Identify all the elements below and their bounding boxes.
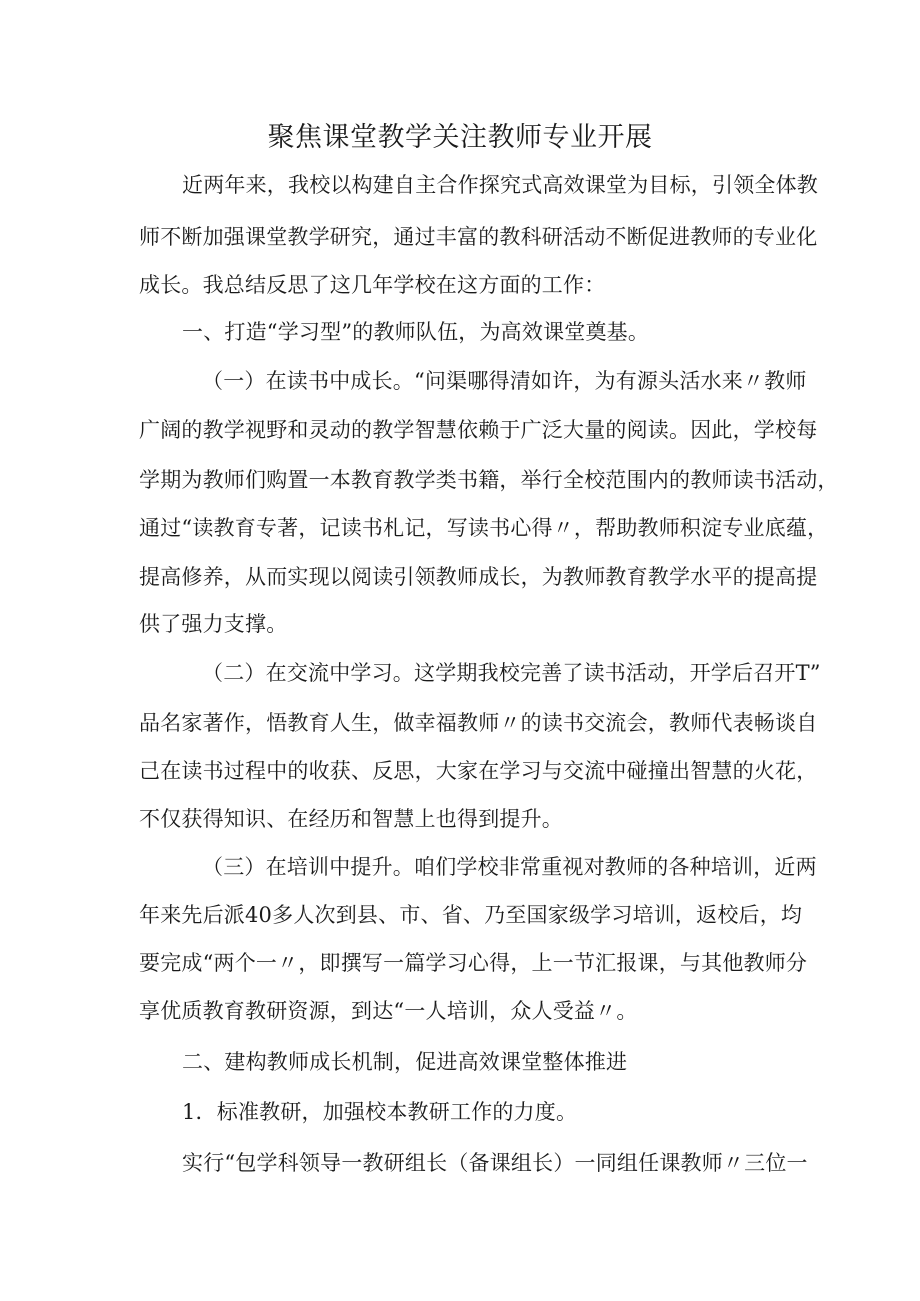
paragraph-line: 提高修养，从而实现以阅读引领教师成长，为教师教育教学水平的提高提 <box>139 565 818 589</box>
section-heading: 二、建构教师成长机制，促进高效课堂整体推进 <box>182 1050 628 1074</box>
paragraph-line: 要完成“两个一〃，即撰写一篇学习心得，上一节汇报课，与其他教师分 <box>139 951 808 975</box>
paragraph-line: 供了强力支撑。 <box>139 612 288 636</box>
paragraph-line: 通过“读教育专著，记读书札记，写读书心得〃，帮助教师积淀专业底蕴， <box>139 516 829 540</box>
paragraph-line: 师不断加强课堂教学研究，通过丰富的教科研活动不断促进教师的专业化 <box>139 225 818 249</box>
paragraph-line: 己在读书过程中的收获、反思，大家在学习与交流中碰撞出智慧的火花， <box>139 759 818 783</box>
section-heading: 一、打造“学习型”的教师队伍，为高效课堂奠基。 <box>182 320 650 344</box>
sub-heading: 1．标准教研，加强校本教研工作的力度。 <box>182 1100 578 1124</box>
paragraph-line: 实行“包学科领导一教研组长（备课组长）一同组任课教师〃三位一 <box>182 1151 808 1175</box>
paragraph-line: 享优质教育教研资源，到达“一人培训，众人受益〃。 <box>139 999 638 1023</box>
paragraph-line: 近两年来，我校以构建自主合作探究式高效课堂为目标，引领全体教 <box>182 173 818 197</box>
document-title: 聚焦课堂教学关注教师专业开展 <box>267 122 653 153</box>
paragraph-line: 广阔的教学视野和灵动的教学智慧依赖于广泛大量的阅读。因此，学校每 <box>139 418 818 442</box>
paragraph-line: 品名家著作，悟教育人生，做幸福教师〃的读书交流会，教师代表畅谈自 <box>139 711 818 735</box>
paragraph-line: 年来先后派40多人次到县、市、省、乃至国家级学习培训，返校后，均 <box>139 903 803 927</box>
paragraph-line: 成长。我总结反思了这几年学校在这方面的工作： <box>139 273 606 297</box>
paragraph-line: （三）在培训中提升。咱们学校非常重视对教师的各种培训，近两 <box>202 855 817 879</box>
paragraph-line: （一）在读书中成长。“问渠哪得清如许，为有源头活水来〃教师 <box>202 369 807 393</box>
paragraph-line: 学期为教师们购置一本教育教学类书籍，举行全校范围内的教师读书活动， <box>139 468 839 492</box>
paragraph-line: 不仅获得知识、在经历和智慧上也得到提升。 <box>139 807 563 831</box>
paragraph-line: （二）在交流中学习。这学期我校完善了读书活动，开学后召开T” <box>202 661 821 685</box>
